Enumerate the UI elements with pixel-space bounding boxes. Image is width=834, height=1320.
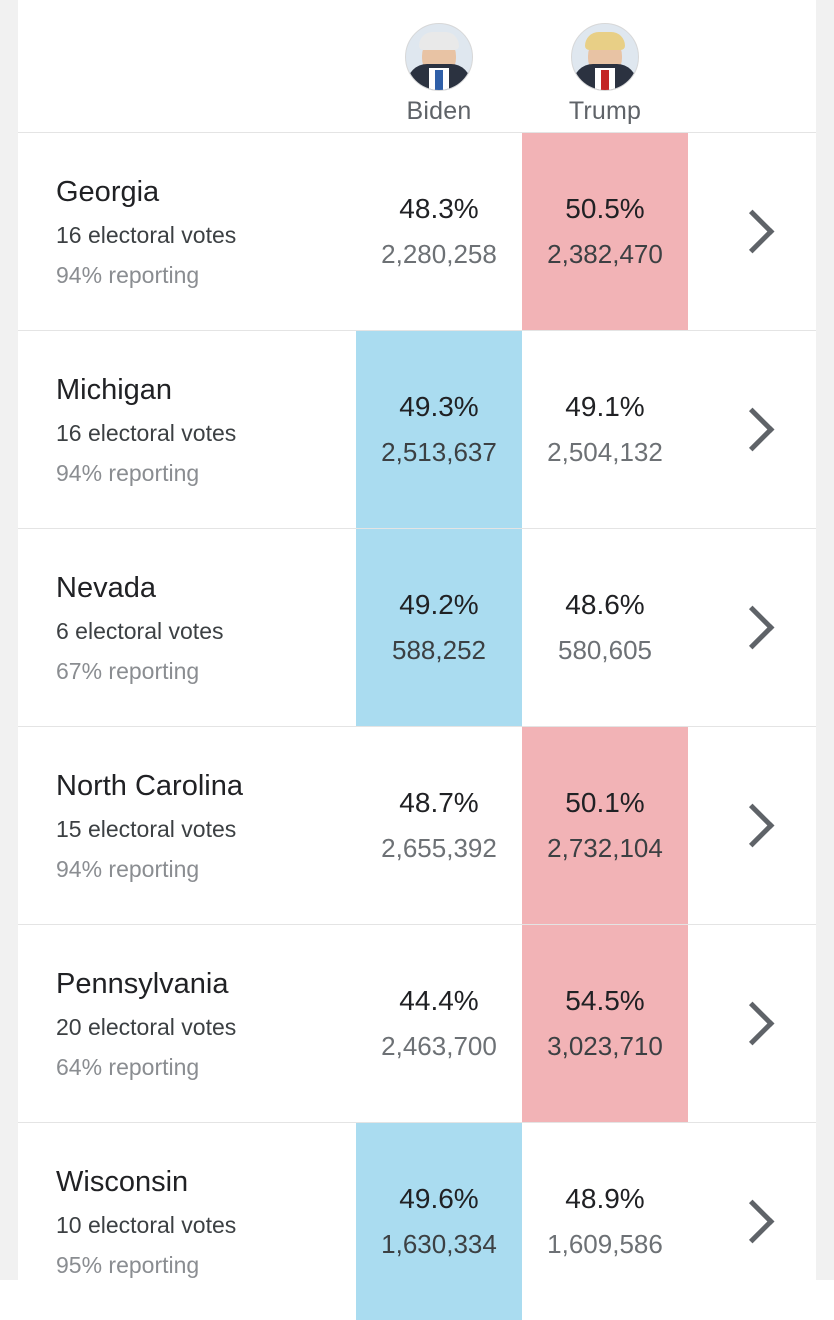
trump-votes: 1,609,586 — [547, 1228, 663, 1259]
trump-votes: 3,023,710 — [547, 1030, 663, 1061]
table-row[interactable] — [18, 133, 816, 331]
biden-result-cell — [356, 529, 522, 726]
biden-votes: 2,280,258 — [381, 238, 497, 269]
state-name: Pennsylvania — [56, 967, 229, 1000]
row-expand-button[interactable] — [688, 331, 816, 528]
trump-result-cell — [522, 727, 688, 924]
state-name: North Carolina — [56, 769, 243, 802]
candidate-name-trump: Trump — [568, 97, 642, 125]
table-row[interactable] — [18, 727, 816, 925]
chevron-right-icon[interactable] — [730, 606, 774, 650]
state-name: Nevada — [56, 571, 156, 604]
trump-votes: 2,504,132 — [547, 436, 663, 467]
electoral-votes: 20 electoral votes — [56, 1013, 237, 1040]
chevron-right-icon[interactable] — [730, 1002, 774, 1046]
state-cell — [18, 925, 356, 1122]
state-cell — [18, 1123, 356, 1320]
chevron-right-icon[interactable] — [730, 804, 774, 848]
chevron-right-icon[interactable] — [730, 1200, 774, 1244]
table-header-row — [18, 0, 816, 133]
biden-percent: 44.4% — [399, 985, 479, 1017]
trump-result-cell — [522, 1123, 688, 1320]
reporting-percent: 64% reporting — [56, 1053, 200, 1080]
reporting-percent: 94% reporting — [56, 459, 200, 486]
table-row[interactable] — [18, 529, 816, 727]
trump-percent: 50.5% — [565, 193, 645, 225]
electoral-votes: 16 electoral votes — [56, 419, 237, 446]
reporting-percent: 95% reporting — [56, 1251, 200, 1278]
trump-votes: 2,382,470 — [547, 238, 663, 269]
row-expand-button[interactable] — [688, 133, 816, 330]
electoral-votes: 15 electoral votes — [56, 815, 237, 842]
state-cell — [18, 727, 356, 924]
results-rows — [18, 133, 816, 1320]
chevron-right-icon[interactable] — [730, 210, 774, 254]
trump-percent: 50.1% — [565, 787, 645, 819]
trump-avatar-icon — [571, 23, 639, 91]
trump-result-cell — [522, 331, 688, 528]
state-results-table — [18, 0, 816, 1320]
biden-votes: 2,655,392 — [381, 832, 497, 863]
electoral-votes: 10 electoral votes — [56, 1211, 237, 1238]
row-expand-button[interactable] — [688, 1123, 816, 1320]
biden-result-cell — [356, 331, 522, 528]
biden-percent: 48.7% — [399, 787, 479, 819]
biden-percent: 49.3% — [399, 391, 479, 423]
biden-avatar-icon — [405, 23, 473, 91]
trump-percent: 54.5% — [565, 985, 645, 1017]
trump-percent: 48.6% — [565, 589, 645, 621]
biden-percent: 49.2% — [399, 589, 479, 621]
state-name: Georgia — [56, 175, 160, 208]
candidate-name-biden: Biden — [406, 97, 472, 125]
row-expand-button[interactable] — [688, 529, 816, 726]
state-name: Michigan — [56, 373, 173, 406]
reporting-percent: 94% reporting — [56, 855, 200, 882]
header-candidate-biden — [356, 23, 522, 132]
trump-percent: 48.9% — [565, 1183, 645, 1215]
table-row[interactable] — [18, 1123, 816, 1320]
row-expand-button[interactable] — [688, 925, 816, 1122]
reporting-percent: 94% reporting — [56, 261, 200, 288]
electoral-votes: 16 electoral votes — [56, 221, 237, 248]
state-cell — [18, 529, 356, 726]
trump-result-cell — [522, 529, 688, 726]
biden-result-cell — [356, 133, 522, 330]
row-expand-button[interactable] — [688, 727, 816, 924]
state-cell — [18, 331, 356, 528]
state-cell — [18, 133, 356, 330]
biden-votes: 588,252 — [392, 634, 486, 665]
biden-result-cell — [356, 1123, 522, 1320]
biden-percent: 48.3% — [399, 193, 479, 225]
trump-percent: 49.1% — [565, 391, 645, 423]
chevron-right-icon[interactable] — [730, 408, 774, 452]
header-candidate-trump — [522, 23, 688, 132]
table-row[interactable] — [18, 331, 816, 529]
biden-result-cell — [356, 925, 522, 1122]
biden-votes: 2,513,637 — [381, 436, 497, 467]
electoral-votes: 6 electoral votes — [56, 617, 224, 644]
trump-result-cell — [522, 133, 688, 330]
reporting-percent: 67% reporting — [56, 657, 200, 684]
trump-votes: 580,605 — [558, 634, 652, 665]
trump-votes: 2,732,104 — [547, 832, 663, 863]
state-name: Wisconsin — [56, 1165, 189, 1198]
table-row[interactable] — [18, 925, 816, 1123]
biden-percent: 49.6% — [399, 1183, 479, 1215]
biden-votes: 2,463,700 — [381, 1030, 497, 1061]
biden-result-cell — [356, 727, 522, 924]
biden-votes: 1,630,334 — [381, 1228, 497, 1259]
trump-result-cell — [522, 925, 688, 1122]
